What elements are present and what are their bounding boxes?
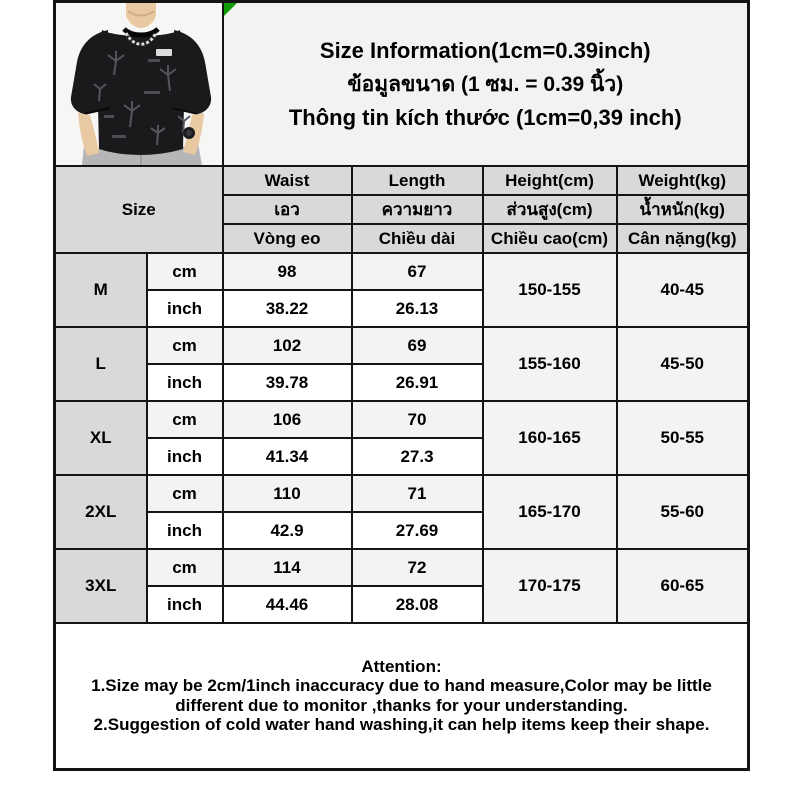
unit-label-cm: cm	[147, 549, 223, 586]
col-header-weight-en: Weight(kg)	[617, 166, 749, 195]
unit-label-cm: cm	[147, 401, 223, 438]
waist-inch-value: 42.9	[223, 512, 352, 549]
waist-cm-value: 110	[223, 475, 352, 512]
title-vietnamese: Thông tin kích thước (1cm=0,39 inch)	[288, 104, 682, 130]
length-cm-value: 70	[352, 401, 483, 438]
waist-cm-value: 106	[223, 401, 352, 438]
length-inch-value: 27.69	[352, 512, 483, 549]
weight-range-value: 50-55	[617, 401, 749, 475]
chest-label-graphic	[156, 49, 172, 56]
title-cell	[223, 2, 749, 167]
col-header-height-en: Height(cm)	[483, 166, 617, 195]
height-range-value: 150-155	[483, 253, 617, 327]
size-row-label: M	[55, 253, 147, 327]
attention-heading: Attention:	[361, 656, 442, 676]
height-range-value: 170-175	[483, 549, 617, 623]
length-cm-value: 71	[352, 475, 483, 512]
unit-label-inch: inch	[147, 290, 223, 327]
title-english: Size Information(1cm=0.39inch)	[319, 37, 651, 63]
unit-label-inch: inch	[147, 586, 223, 623]
unit-label-inch: inch	[147, 512, 223, 549]
height-range-value: 160-165	[483, 401, 617, 475]
waist-inch-value: 41.34	[223, 438, 352, 475]
size-row-label: L	[55, 327, 147, 401]
col-header-weight-th: น้ำหนัก(kg)	[617, 195, 749, 224]
weight-range-value: 60-65	[617, 549, 749, 623]
product-photo	[56, 3, 223, 165]
unit-label-cm: cm	[147, 253, 223, 290]
attention-note-2: 2.Suggestion of cold water hand washing,it can help items keep their shape.	[93, 715, 710, 735]
size-header-cell: Size	[55, 166, 223, 253]
green-corner-flag-icon	[224, 3, 237, 16]
col-header-waist-th: เอว	[223, 195, 352, 224]
col-header-weight-vi: Cân nặng(kg)	[617, 224, 749, 253]
length-inch-value: 26.91	[352, 364, 483, 401]
waist-inch-value: 39.78	[223, 364, 352, 401]
size-table	[53, 0, 750, 771]
unit-label-inch: inch	[147, 438, 223, 475]
title-thai: ข้อมูลขนาด (1 ซม. = 0.39 นิ้ว)	[347, 72, 624, 96]
length-cm-value: 69	[352, 327, 483, 364]
waist-inch-value: 38.22	[223, 290, 352, 327]
waist-cm-value: 98	[223, 253, 352, 290]
col-header-waist-en: Waist	[223, 166, 352, 195]
waist-cm-value: 102	[223, 327, 352, 364]
weight-range-value: 45-50	[617, 327, 749, 401]
unit-label-cm: cm	[147, 475, 223, 512]
tshirt-graphic	[97, 30, 185, 155]
length-inch-value: 28.08	[352, 586, 483, 623]
unit-label-inch: inch	[147, 364, 223, 401]
col-header-length-vi: Chiều dài	[352, 224, 483, 253]
height-range-value: 155-160	[483, 327, 617, 401]
length-cm-value: 67	[352, 253, 483, 290]
col-header-length-th: ความยาว	[352, 195, 483, 224]
waist-cm-value: 114	[223, 549, 352, 586]
col-header-height-th: ส่วนสูง(cm)	[483, 195, 617, 224]
weight-range-value: 55-60	[617, 475, 749, 549]
size-row-label: 3XL	[55, 549, 147, 623]
col-header-waist-vi: Vòng eo	[223, 224, 352, 253]
weight-range-value: 40-45	[617, 253, 749, 327]
col-header-length-en: Length	[352, 166, 483, 195]
size-row-label: 2XL	[55, 475, 147, 549]
product-photo-cell	[55, 2, 223, 167]
col-header-height-vi: Chiều cao(cm)	[483, 224, 617, 253]
attention-notes	[55, 623, 749, 769]
attention-note-1: 1.Size may be 2cm/1inch inaccuracy due to hand measure,Color may be little different due to monitor ,thanks for your understanding.	[91, 676, 712, 715]
unit-label-cm: cm	[147, 327, 223, 364]
waist-inch-value: 44.46	[223, 586, 352, 623]
length-inch-value: 27.3	[352, 438, 483, 475]
length-inch-value: 26.13	[352, 290, 483, 327]
size-row-label: XL	[55, 401, 147, 475]
length-cm-value: 72	[352, 549, 483, 586]
height-range-value: 165-170	[483, 475, 617, 549]
